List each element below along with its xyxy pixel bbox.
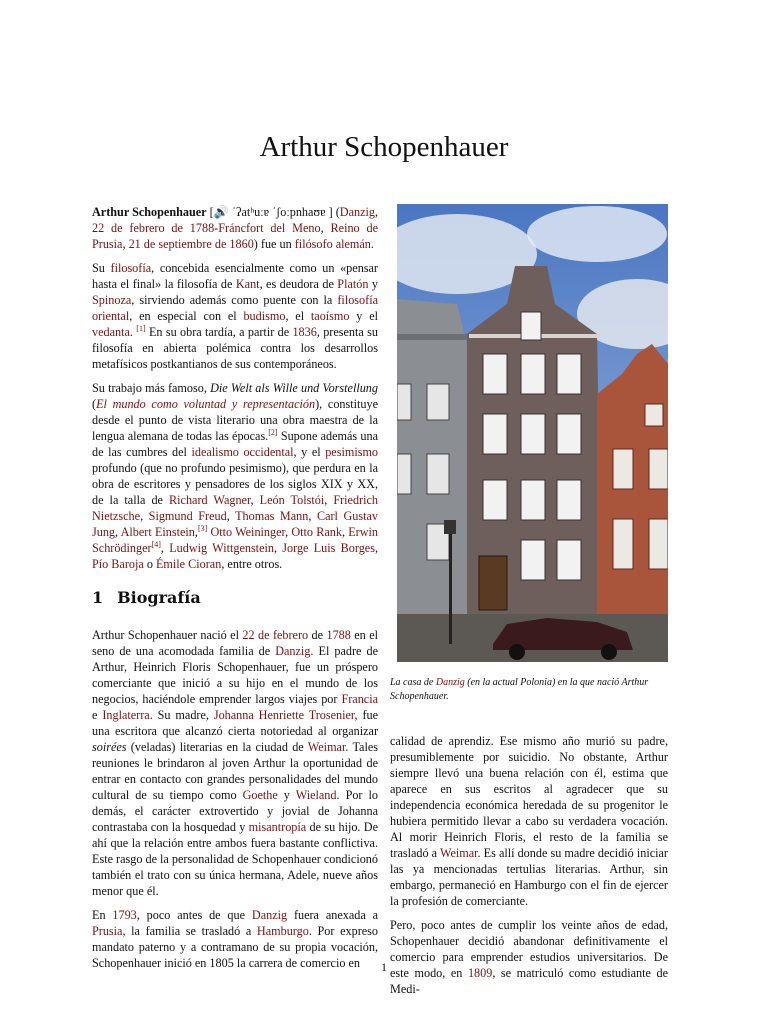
bio-paragraph-1: Arthur Schopenhauer nació el 22 de febrero de 1788 en el seno de una acomodada familia de Danzig. El padre de Arthur, Heinrich Floris Schopenhauer, fue un próspero comerciante que inició a su hijo en el mundo de los negocios, haciéndole emprender largos viajes por Francia e Inglaterra. Su madre, Johanna Henriette Trosenier, fue una escritora que alcanzó cierta notoriedad al organizar soirées (veladas) literarias en la ciudad de Weimar. Tales reuniones le brindaron al joven Arthur la oportunidad de entrar en contacto con grandes personalidades del mundo cultural de su tiempo como Goethe y Wieland. Por lo demás, el carácter extrovertido y jovial de Johanna contrastaba con la hosquedad y misantropía de su hijo. De ahí que la relación entre ambos fuera bastante conflictiva. Este rasgo de la personalidad de Schopenhauer condicionó también el trato con su única hermana, Adele, nueve años menor que él. [92,628,379,898]
link-idealismo[interactable]: idealismo occidental [191,445,294,459]
footnote-ref-1[interactable]: [1] [136,323,146,333]
right-paragraph-2: Pero, poco antes de cumplir los veinte años de edad, Schopenhauer decidió abandonar definitivamente el comercio para emprender estudios universitarios. De este modo, en 1809, se matriculó como estudiante de Medi- [390,918,668,996]
figure-caption: La casa de Danzig (en la actual Polonia) en la que nació Arthur Schopenhauer. [390,677,649,702]
caption-link-danzig[interactable]: Danzig [435,677,465,688]
link-kant[interactable]: Kant [235,277,260,291]
link-1836[interactable]: 1836 [292,325,317,339]
link-weimar[interactable]: Weimar [307,740,346,754]
right-paragraph-1: calidad de aprendiz. Ese mismo año murió su padre, presumiblemente por suicidio. No obstante, Arthur siempre llevó una buena relación con él, estima que aparece en sus escritos al agradecer que su independencia económica heredada de su progenitor le hubiera permitido llevar a cabo su verdadera vocación. Al morir Heinrich Floris, el resto de la familia se trasladó a Weimar. Es allí donde su madre decidió iniciar las ya mencionadas tertulias literarias. Arthur, sin embargo, permaneció en Hamburgo con el fin de ejercer la profesión de comerciante. [390,734,668,908]
intro-column [92,204,378,580]
work-title: Die Welt als Wille und Vorstellung [210,381,378,395]
pronunciation[interactable]: [🔊 ˈʔatʰuːɐ ˈʃoːpnhaʊɐ ] [209,205,333,219]
intro-paragraph-2: Su filosofía, concebida esencialmente como un «pensar hasta el final» la filosofía de Kant, es deudora de Platón y Spinoza, sirviendo además como puente con la filosofía oriental, en especial con el budismo, el taoísmo y el vedanta. [1] En su obra tardía, a partir de 1836, presenta su filosofía en abierta polémica contra los desarrollos metafísicos postkantianos de sus contemporáneos. [92,261,379,371]
link-person[interactable]: Émile Cioran [155,557,222,571]
link-1793[interactable]: 1793 [112,908,137,922]
section-title: Biografía [117,588,201,607]
link-johanna[interactable]: Johanna Henriette Trosenier [213,708,355,722]
link-filosofia[interactable]: filosofía [110,261,152,275]
link-year[interactable]: 1788 [326,628,351,642]
link-person[interactable]: Erwin Schrödinger [92,525,378,555]
link-person[interactable]: Otto Weininger [210,525,286,539]
link-work-translation[interactable]: El mundo como voluntad y representación [96,397,316,411]
biography-column [92,627,378,979]
link-misantropia[interactable]: misantropía [248,820,307,834]
link-person[interactable]: Thomas Mann [235,509,309,523]
link-person[interactable]: Ludwig Wittgenstein [169,541,274,555]
link-taoismo[interactable]: taoísmo [310,309,350,323]
link-person[interactable]: Jorge Luis Borges [282,541,375,555]
subject-name: Arthur Schopenhauer [92,205,207,219]
link-person[interactable]: Sigmund Freud [148,509,227,523]
link-person[interactable]: Friedrich Nietzsche [92,493,379,523]
link-platon[interactable]: Platón [337,277,369,291]
link-person[interactable]: León Tolstói [259,493,325,507]
link-danzig[interactable]: Danzig [251,908,288,922]
footnote-ref-3[interactable]: [3] [197,523,208,533]
link-inglaterra[interactable]: Inglaterra [102,708,150,722]
link-person[interactable]: Otto Rank [291,525,342,539]
link-death-country[interactable]: Reino de Prusia [92,221,378,251]
house-photo[interactable] [397,204,668,662]
intro-paragraph-3: Su trabajo más famoso, Die Welt als Wille und Vorstellung (El mundo como voluntad y representación), constituye desde el punto de vista literario una obra maestra de la lengua alemana de todas las épocas.[2] Supone además una de las cumbres del idealismo occidental, y el pesimismo profundo (que no profundo pesimismo), que perdura en la obra de escritores y pensadores de los siglos XIX y XX, de la talla de Richard Wagner, León Tolstói, Friedrich Nietzsche, Sigmund Freud, Thomas Mann, Carl Gustav Jung, Albert Einstein,[3] Otto Weininger, Otto Rank, Erwin Schrödinger[4], Ludwig Wittgenstein, Jorge Luis Borges, Pío Baroja o Émile Cioran, entre otros. [92,381,379,571]
link-spinoza[interactable]: Spinoza [92,293,132,307]
link-goethe[interactable]: Goethe [242,788,278,802]
link-danzig[interactable]: Danzig [275,644,311,658]
section-heading [92,588,201,607]
link-weimar[interactable]: Weimar [439,846,478,860]
house-illustration [397,204,668,662]
link-death-place[interactable]: Fráncfort del Meno [218,221,321,235]
link-person[interactable]: Richard Wagner [169,493,251,507]
link-filosofia-oriental[interactable]: filosofía oriental [92,293,378,323]
link-birth-place[interactable]: Danzig [339,205,375,219]
section-number: 1 [92,588,104,607]
link-person[interactable]: Pío Baroja [92,557,144,571]
link-prusia[interactable]: Prusia [92,924,123,938]
link-vedanta[interactable]: vedanta [92,325,130,339]
link-death-date[interactable]: 21 de septiembre de 1860 [128,237,254,251]
bio-paragraph-2: En 1793, poco antes de que Danzig fuera anexada a Prusia, la familia se trasladó a Hamburgo. Por expreso mandato paterno y a contramano de su propia vocación, Schopenhauer inició en 1805 la carrera de comercio en [92,908,378,970]
link-person[interactable]: Albert Einstein [120,525,195,539]
footnote-ref-2[interactable]: [2] [268,427,278,437]
link-budismo[interactable]: budismo [243,309,286,323]
intro-paragraph-1: Arthur Schopenhauer [🔊 ˈʔatʰuːɐ ˈʃoːpnhaʊɐ ] (Danzig, 22 de febrero de 1788-Fráncfort del Meno, Reino de Prusia, 21 de septiembre de 1860) fue un filósofo alemán. [92,205,379,251]
link-pesimismo[interactable]: pesimismo [325,445,379,459]
footnote-ref-4[interactable]: [4] [151,539,161,549]
link-person[interactable]: Carl Gustav Jung [92,509,379,539]
link-hamburgo[interactable]: Hamburgo [256,924,309,938]
link-birth-date[interactable]: 22 de febrero de 1788 [92,221,215,235]
link-date[interactable]: 22 de febrero [242,628,309,642]
link-wieland[interactable]: Wieland [295,788,337,802]
link-1809[interactable]: 1809 [467,966,493,980]
link-francia[interactable]: Francia [341,692,378,706]
page-title: Arthur Schopenhauer [259,131,509,164]
page-number: 1 [381,960,387,974]
link-profession[interactable]: filósofo alemán [294,237,371,251]
